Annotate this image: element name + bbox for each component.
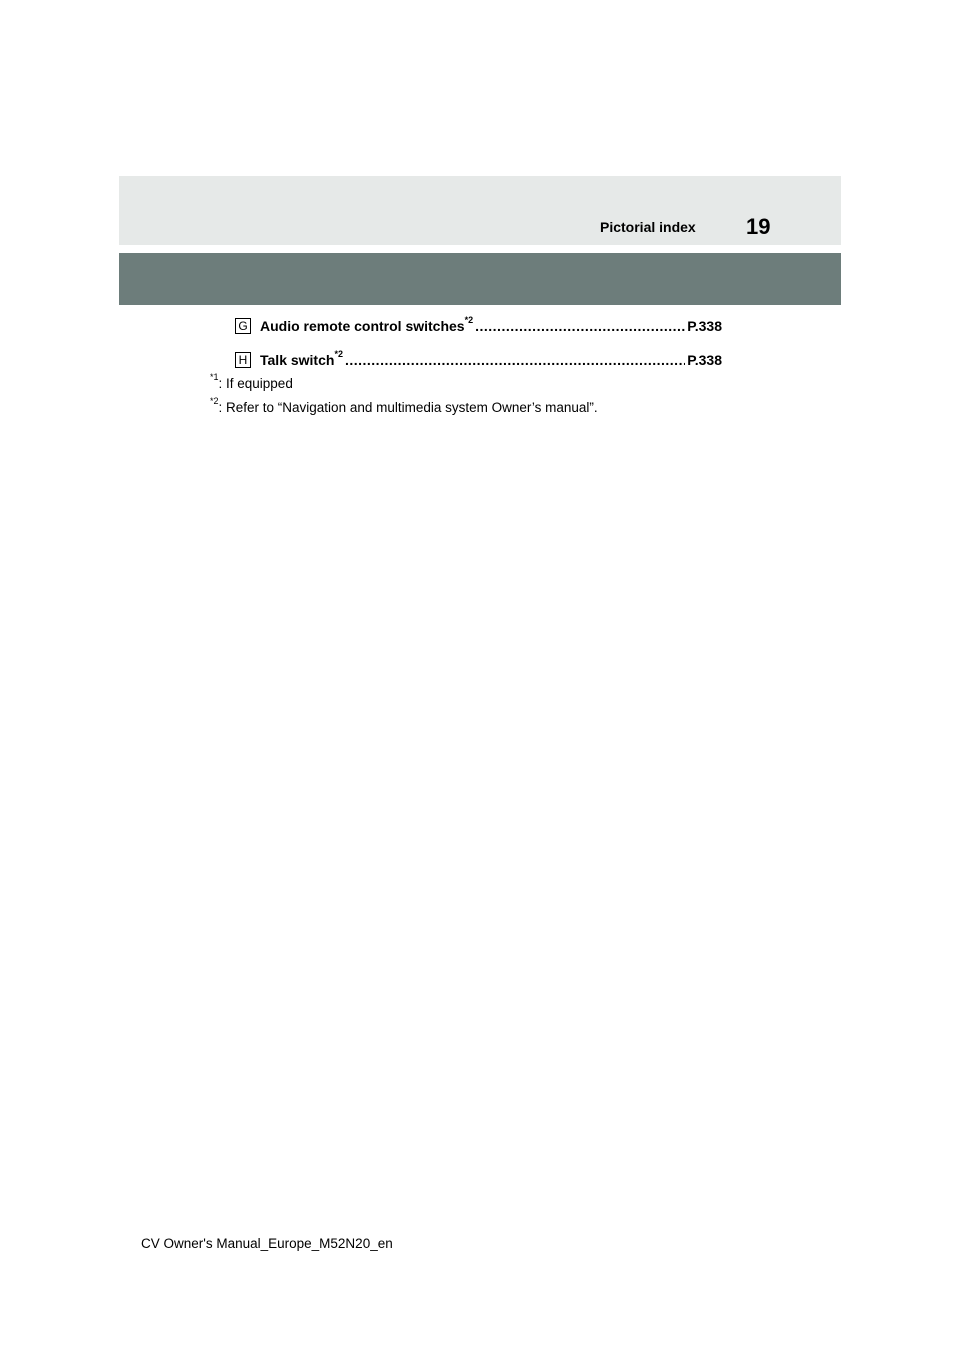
page-reference-link[interactable]: P.338: [687, 318, 722, 334]
section-title: Pictorial index: [600, 219, 696, 235]
note-ref: *2: [334, 349, 343, 359]
footnote-refer-to-manual: $^{*2}$: Refer to “Navigation and multimedia system Owner’s manual”.: [210, 396, 598, 415]
entry-label: Talk switch$^{*2}$: [260, 349, 343, 368]
page-reference-link[interactable]: P.338: [687, 352, 722, 368]
index-entry-talk-switch: [235, 348, 722, 368]
footnote-mark: *2: [210, 396, 219, 406]
page-number: 19: [746, 214, 771, 239]
entry-key-box: H: [235, 352, 251, 368]
dot-leader: [475, 318, 685, 334]
dot-leader: [345, 352, 685, 368]
entry-key-box: G: [235, 318, 251, 334]
footnote-mark: *1: [210, 372, 219, 382]
header-band: [119, 176, 841, 245]
note-ref: *2: [464, 315, 474, 325]
entry-label: Audio remote control switches$^{*2}$: [260, 315, 474, 334]
footnote-if-equipped: $^{*1}$: If equipped: [210, 372, 293, 391]
footer-document-id: CV Owner's Manual_Europe_M52N20_en: [141, 1236, 393, 1251]
section-band: [119, 253, 841, 305]
index-entry-audio-remote-control-switches: [235, 314, 722, 334]
